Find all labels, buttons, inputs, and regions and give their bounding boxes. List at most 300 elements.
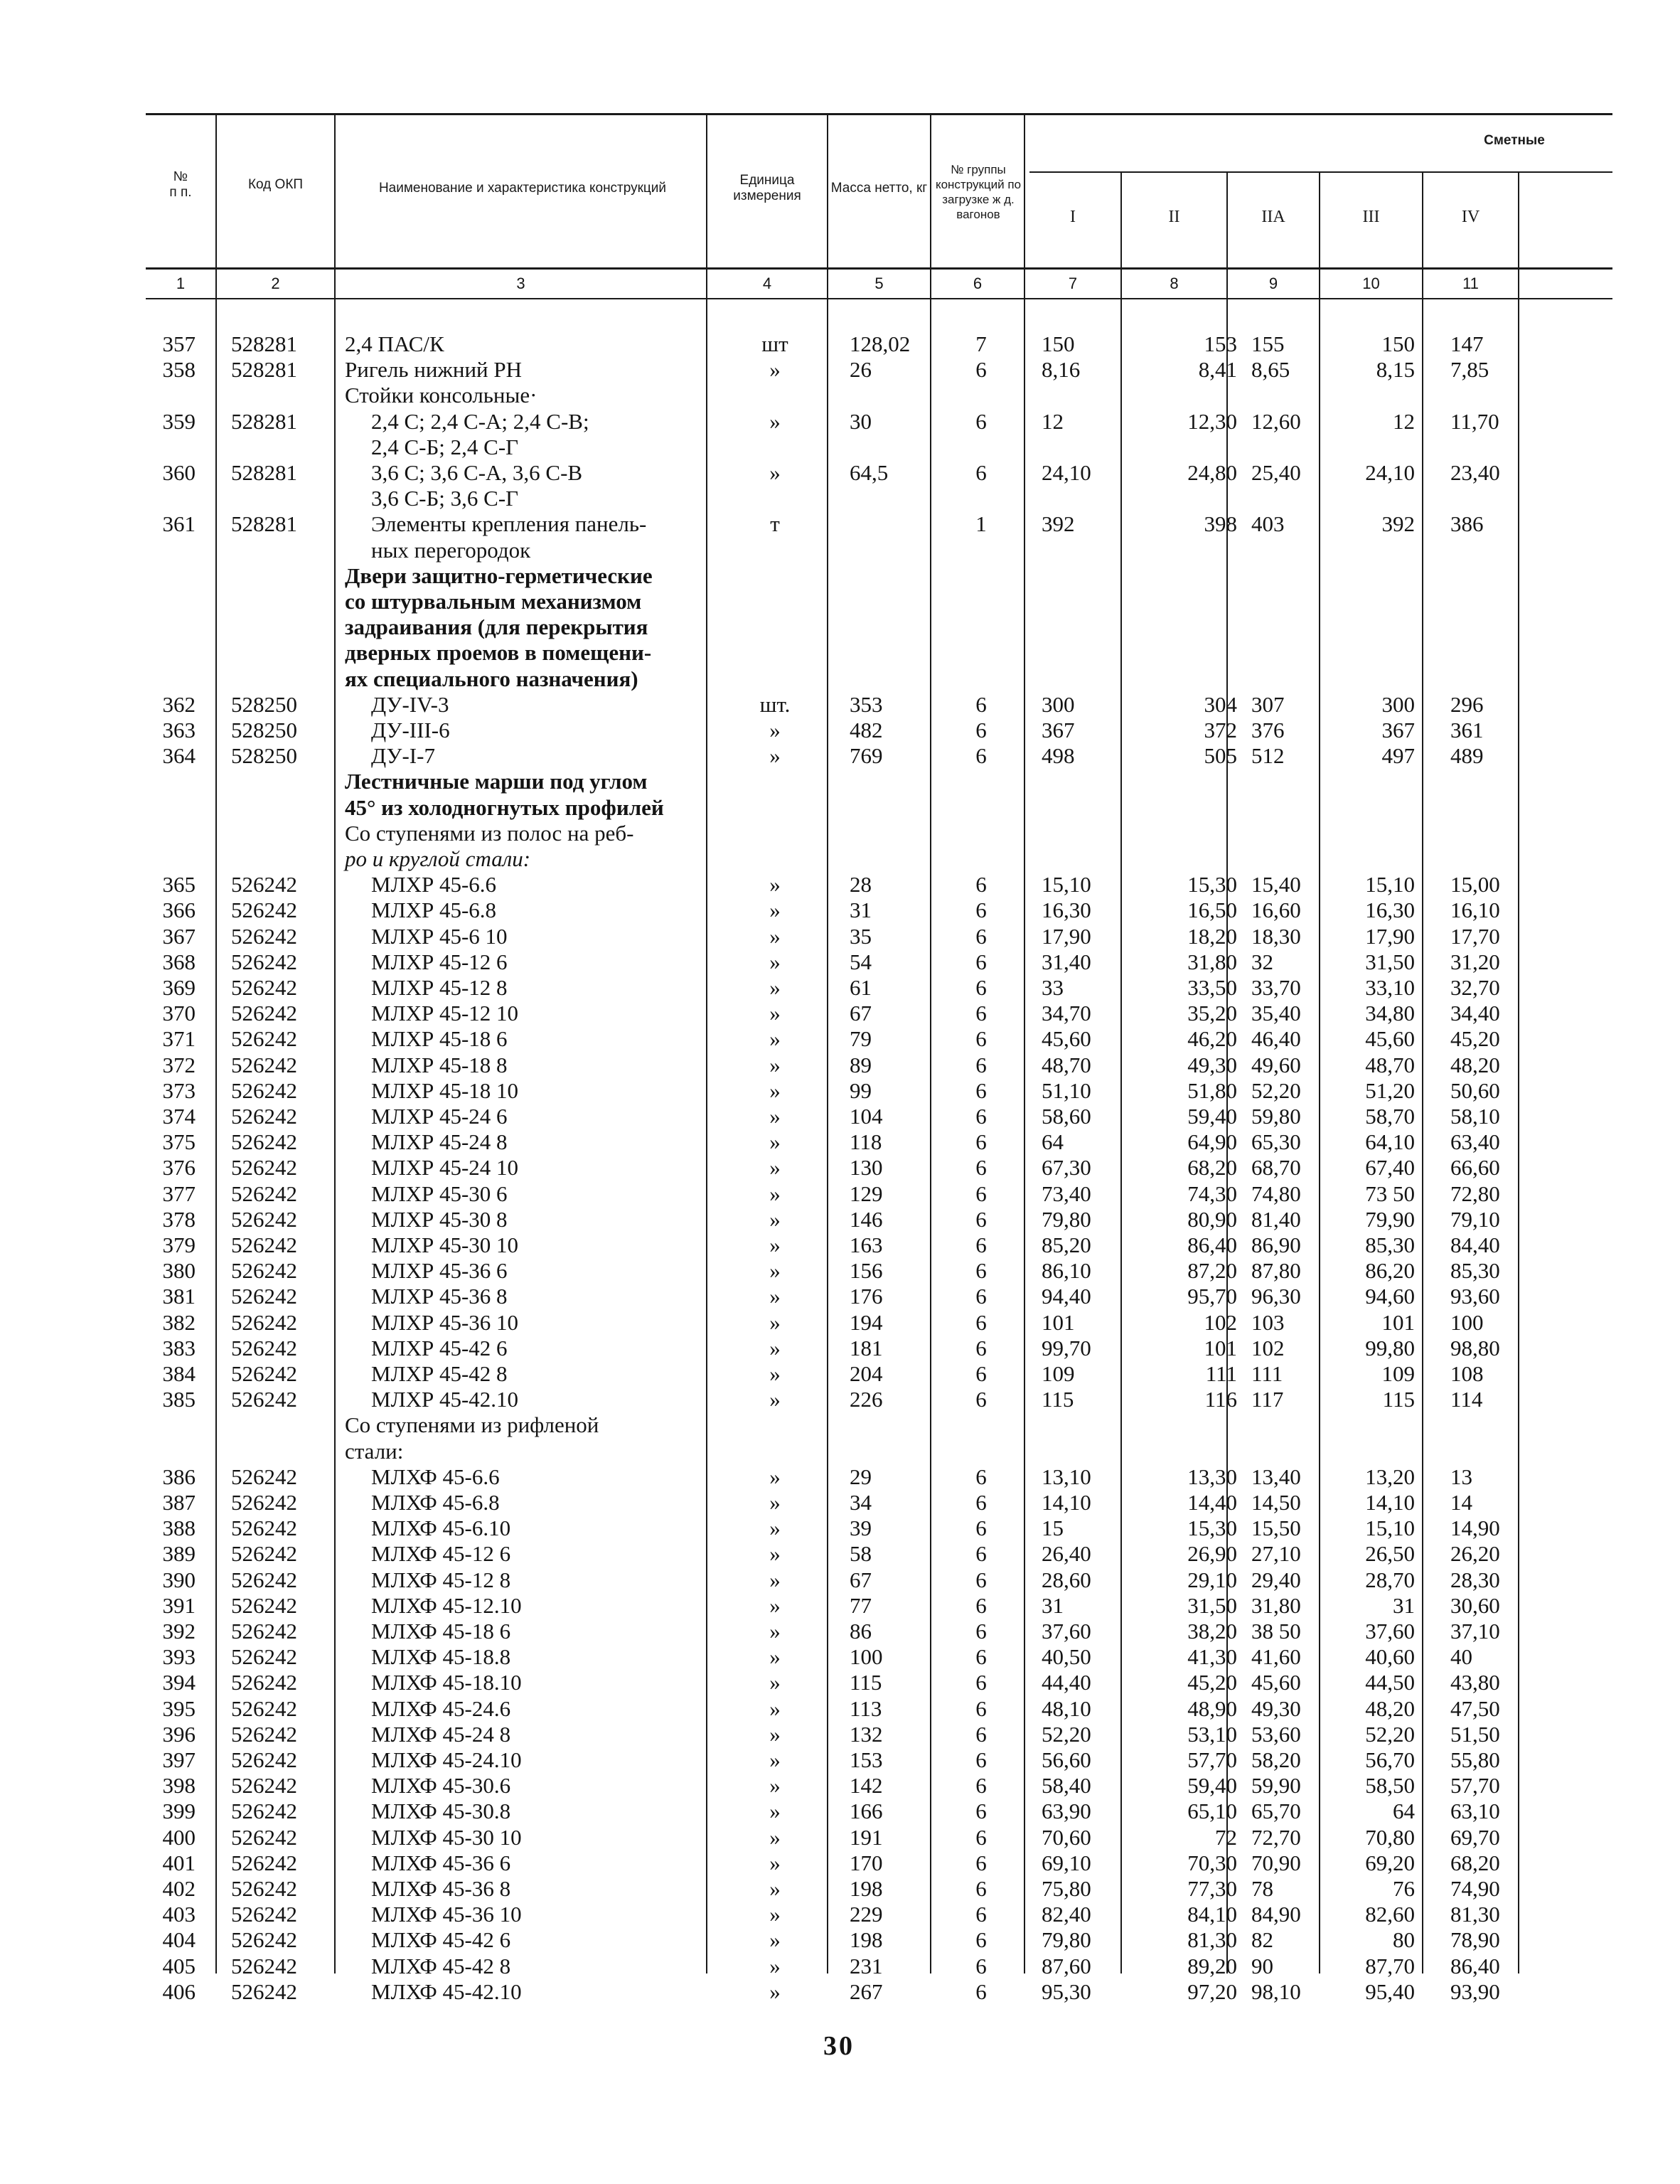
row-value: 155 [1251,331,1285,356]
row-mass: 118 [850,1129,882,1155]
row-number: 405 [162,1953,196,1978]
row-code: 526242 [231,872,297,897]
row-value: 11,70 [1450,408,1499,434]
row-number: 400 [162,1824,196,1850]
row-value: 44,40 [1042,1670,1091,1695]
row-unit: » [769,1695,781,1721]
row-value: 46,40 [1251,1026,1301,1052]
row-value: 16,30 [1365,897,1415,923]
row-mass: 142 [850,1773,883,1799]
row-number: 401 [162,1850,196,1875]
row-value: 65,30 [1251,1129,1301,1155]
row-value: 32 [1251,949,1273,974]
row-value: 109 [1381,1361,1415,1386]
row-group: 6 [975,691,987,717]
row-mass: 115 [850,1670,882,1695]
row-value: 48,20 [1365,1695,1415,1721]
row-unit: » [769,1077,781,1103]
row-value: 58,40 [1042,1773,1091,1799]
row-value: 33,50 [1187,975,1237,1000]
row-mass: 61 [850,975,872,1000]
row-value: 304 [1204,691,1237,717]
row-value: 99,80 [1365,1335,1415,1360]
row-value: 150 [1381,331,1415,356]
row-value: 93,60 [1450,1284,1500,1309]
row-value: 76 [1393,1876,1415,1901]
row-value: 489 [1450,743,1484,769]
row-value: 17,70 [1450,923,1500,949]
row-mass: 26 [850,357,872,383]
row-mass: 198 [850,1927,883,1953]
row-value: 67,30 [1042,1155,1091,1181]
row-number: 406 [162,1978,196,2004]
row-unit: » [769,1284,781,1309]
row-unit: » [769,1490,781,1515]
row-value: 72 [1215,1824,1237,1850]
row-unit: » [769,1001,781,1026]
row-group: 6 [975,1052,987,1077]
row-group: 6 [975,1799,987,1824]
row-code: 526242 [231,1464,297,1489]
row-value: 86,90 [1251,1232,1301,1257]
row-value: 307 [1251,691,1285,717]
row-value: 15,50 [1251,1516,1301,1541]
row-value: 48,20 [1450,1052,1500,1077]
row-number: 388 [162,1516,196,1541]
row-mass: 482 [850,718,883,742]
row-value: 33 [1042,975,1064,1000]
row-value: 59,80 [1251,1104,1301,1129]
row-mass: 153 [850,1747,883,1772]
row-name: МЛХФ 45-12 8 [371,1567,511,1592]
row-name: МЛХР 45-18 8 [371,1052,508,1077]
row-value: 16,30 [1042,897,1091,923]
row-value: 17,90 [1365,923,1415,949]
row-value: 64 [1042,1129,1064,1155]
row-mass: 231 [850,1953,883,1978]
row-value: 398 [1204,511,1237,537]
row-unit: » [769,1927,781,1953]
row-number: 391 [162,1592,196,1618]
row-number: 366 [162,897,196,923]
row-group: 6 [975,872,987,897]
row-mass: 58 [850,1541,872,1567]
row-value: 78,90 [1450,1927,1500,1953]
row-unit: шт [761,331,788,356]
row-mass: 132 [850,1721,883,1747]
row-value: 58,50 [1365,1773,1415,1799]
row-code: 526242 [231,1129,297,1155]
row-unit: » [769,1155,781,1181]
row-group: 6 [975,1747,987,1772]
row-value: 13,40 [1251,1464,1301,1489]
row-mass: 170 [850,1850,883,1875]
row-group: 6 [975,408,987,434]
row-value: 34,70 [1042,1001,1091,1026]
row-value: 15,10 [1042,872,1091,897]
row-value: 87,20 [1187,1258,1237,1284]
row-value: 95,30 [1042,1978,1091,2004]
row-code: 528281 [231,511,297,537]
row-name: МЛХФ 45-30 10 [371,1824,522,1850]
row-name: МЛХФ 45-12 6 [371,1541,511,1567]
row-code: 526242 [231,1284,297,1309]
row-unit: » [769,1258,781,1284]
row-value: 28,30 [1450,1567,1500,1592]
row-value: 8,15 [1376,357,1415,383]
row-value: 31 [1042,1592,1064,1618]
row-mass: 31 [850,897,872,923]
row-number: 393 [162,1644,196,1670]
row-number: 398 [162,1773,196,1799]
header-bottom-rule [146,267,1612,270]
row-value: 8,41 [1198,357,1237,383]
row-number: 364 [162,743,196,769]
colnum: 10 [1362,275,1380,292]
row-code: 526242 [231,1902,297,1927]
row-value: 68,20 [1450,1850,1500,1875]
row-value: 497 [1381,743,1415,769]
row-code: 526242 [231,1258,297,1284]
row-group: 6 [975,897,987,923]
row-value: 89,20 [1187,1953,1237,1978]
row-number: 358 [162,357,196,383]
row-value: 16,50 [1187,897,1237,923]
row-value: 63,40 [1450,1129,1500,1155]
row-number: 372 [162,1052,196,1077]
row-value: 33,70 [1251,975,1301,1000]
colnum: 7 [1068,275,1078,292]
row-mass: 100 [850,1644,883,1670]
row-unit: » [769,1876,781,1901]
row-value: 15 [1042,1516,1064,1541]
row-group: 6 [975,743,987,769]
row-number: 382 [162,1309,196,1335]
row-name: МЛХФ 45-36 8 [371,1876,511,1901]
row-value: 403 [1251,511,1285,537]
row-value: 52,20 [1365,1721,1415,1747]
row-number: 394 [162,1670,196,1695]
row-value: 86,20 [1365,1258,1415,1284]
row-value: 59,40 [1187,1773,1237,1799]
row-value: 59,90 [1251,1773,1301,1799]
row-value: 24,10 [1365,460,1415,485]
row-value: 115 [1042,1387,1074,1412]
row-value: 498 [1042,743,1075,769]
row-value: 300 [1381,691,1415,717]
row-value: 31,80 [1187,949,1237,974]
row-mass: 267 [850,1978,883,2004]
row-group: 6 [975,1721,987,1747]
row-value: 372 [1204,718,1237,742]
row-group: 6 [975,923,987,949]
row-group: 6 [975,1592,987,1618]
section-subheading: стали: [345,1438,404,1464]
row-mass: 35 [850,923,872,949]
row-unit: » [769,1747,781,1772]
row-group: 6 [975,1309,987,1335]
row-mass: 89 [850,1052,872,1077]
row-value: 103 [1251,1309,1285,1335]
row-value: 93,90 [1450,1978,1500,2004]
row-unit: » [769,1567,781,1592]
row-group: 1 [975,511,987,537]
row-value: 16,10 [1450,897,1500,923]
row-value: 49,30 [1187,1052,1237,1077]
row-name: МЛХР 45-6.6 [371,872,497,897]
row-number: 387 [162,1490,196,1515]
row-unit: » [769,1181,781,1206]
row-value: 108 [1450,1361,1484,1386]
row-name: МЛХФ 45-30.6 [371,1773,511,1799]
page-number: 30 [823,2031,855,2061]
row-value: 8,65 [1251,357,1290,383]
row-value: 75,80 [1042,1876,1091,1901]
row-code: 526242 [231,1387,297,1412]
row-value: 77,30 [1187,1876,1237,1901]
row-name: МЛХФ 45-30.8 [371,1799,511,1824]
row-value: 26,20 [1450,1541,1500,1567]
row-name: 2,4 ПАС/К [345,331,444,356]
row-unit: » [769,1978,781,2004]
row-name: МЛХФ 45-6.6 [371,1464,500,1489]
row-value: 48,10 [1042,1695,1091,1721]
row-name: 2,4 С; 2,4 С-А; 2,4 С-В; [371,408,589,434]
row-name: МЛХФ 45-6.10 [371,1516,511,1541]
row-mass: 30 [850,408,872,434]
row-value: 86,40 [1187,1232,1237,1257]
row-code: 526242 [231,1181,297,1206]
row-value: 51,10 [1042,1077,1091,1103]
row-name: МЛХР 45-30 8 [371,1206,508,1232]
row-group: 6 [975,718,987,742]
row-value: 63,10 [1450,1799,1500,1824]
row-value: 79,10 [1450,1206,1500,1232]
row-value: 81,30 [1187,1927,1237,1953]
row-unit: » [769,1335,781,1360]
row-group: 6 [975,1001,987,1026]
row-value: 40,50 [1042,1644,1091,1670]
row-value: 79,80 [1042,1206,1091,1232]
row-value: 32,70 [1450,975,1500,1000]
row-value: 50,60 [1450,1077,1500,1103]
row-value: 116 [1204,1387,1237,1412]
row-code: 526242 [231,1335,297,1360]
row-value: 14,40 [1187,1490,1237,1515]
row-value: 74,80 [1251,1181,1301,1206]
row-value: 23,40 [1450,460,1500,485]
row-code: 526242 [231,1799,297,1824]
row-value: 38 50 [1251,1619,1301,1644]
row-code: 528250 [231,718,297,742]
row-code: 528281 [231,331,297,356]
row-name: МЛХР 45-42 8 [371,1361,508,1386]
row-name: МЛХР 45-36 8 [371,1284,508,1309]
row-value: 81,30 [1450,1902,1500,1927]
row-value: 48,70 [1042,1052,1091,1077]
row-value: 85,30 [1365,1232,1415,1257]
row-value: 15,30 [1187,872,1237,897]
row-value: 100 [1450,1309,1484,1335]
row-value: 15,40 [1251,872,1301,897]
row-unit: » [769,460,781,485]
row-value: 14,10 [1365,1490,1415,1515]
row-value: 73,40 [1042,1181,1091,1206]
row-value: 114 [1450,1387,1483,1412]
row-number: 362 [162,691,196,717]
section-subheading: Со ступенями из рифленой [345,1412,599,1438]
header-no: № п п. [169,169,192,200]
row-unit: » [769,949,781,974]
colnum: 4 [762,275,772,292]
row-mass: 129 [850,1181,883,1206]
row-unit: » [769,743,781,769]
row-group: 6 [975,460,987,485]
row-code: 526242 [231,1670,297,1695]
row-value: 31,50 [1365,949,1415,974]
row-unit: » [769,1232,781,1257]
row-value: 82,40 [1042,1902,1091,1927]
row-value: 24,80 [1187,460,1237,485]
section-heading: Лестничные марши под углом [345,769,648,794]
row-number: 392 [162,1619,196,1644]
row-value: 18,20 [1187,923,1237,949]
row-code: 526242 [231,1155,297,1181]
row-unit: » [769,1104,781,1129]
row-group: 6 [975,1284,987,1309]
row-group: 6 [975,1927,987,1953]
row-value: 28,60 [1042,1567,1091,1592]
row-value: 41,60 [1251,1644,1301,1670]
row-value: 57,70 [1187,1747,1237,1772]
row-mass: 77 [850,1592,872,1618]
row-group: 6 [975,1644,987,1670]
row-number: 371 [162,1026,196,1052]
row-mass: 113 [850,1695,882,1721]
row-number: 365 [162,872,196,897]
row-value: 24,10 [1042,460,1091,485]
row-value: 147 [1450,331,1484,356]
row-name: МЛХР 45-12 10 [371,1001,519,1026]
row-value: 26,50 [1365,1541,1415,1567]
row-number: 389 [162,1541,196,1567]
row-name: ДУ-IV-3 [371,691,449,717]
row-value: 86,10 [1042,1258,1091,1284]
row-unit: » [769,872,781,897]
row-number: 385 [162,1387,196,1412]
header-group: № группы конструкций по загрузке ж д. вагонов [935,163,1022,221]
row-value: 392 [1042,511,1075,537]
row-number: 375 [162,1129,196,1155]
row-mass: 79 [850,1026,872,1052]
row-code: 526242 [231,1309,297,1335]
row-name: 3,6 С-Б; 3,6 С-Г [371,486,519,511]
row-group: 6 [975,1516,987,1541]
row-name: 2,4 С-Б; 2,4 С-Г [371,434,519,459]
row-unit: » [769,1619,781,1644]
row-value: 72,70 [1251,1824,1301,1850]
row-value: 109 [1042,1361,1075,1386]
row-value: 68,20 [1187,1155,1237,1181]
row-value: 31 [1393,1592,1415,1618]
row-value: 117 [1251,1387,1284,1412]
row-value: 58,10 [1450,1104,1500,1129]
row-value: 98,10 [1251,1978,1301,2004]
row-value: 96,30 [1251,1284,1301,1309]
row-value: 45,60 [1042,1026,1091,1052]
row-value: 12 [1042,408,1064,434]
row-value: 53,10 [1187,1721,1237,1747]
row-mass: 39 [850,1516,872,1541]
row-value: 58,70 [1365,1104,1415,1129]
row-number: 370 [162,1001,196,1026]
row-number: 363 [162,718,196,742]
row-name: 3,6 С; 3,6 С-А, 3,6 С-В [371,460,583,485]
row-code: 528250 [231,743,297,769]
row-value: 69,20 [1365,1850,1415,1875]
row-name: Ригель нижний РН [345,357,522,383]
row-value: 33,10 [1365,975,1415,1000]
row-number: 359 [162,408,196,434]
row-value: 367 [1381,718,1415,742]
row-value: 30,60 [1450,1592,1500,1618]
row-code: 526242 [231,1026,297,1052]
row-group: 6 [975,1361,987,1386]
row-code: 526242 [231,1052,297,1077]
row-value: 40 [1450,1644,1472,1670]
row-value: 44,50 [1365,1670,1415,1695]
row-value: 17,90 [1042,923,1091,949]
row-value: 49,60 [1251,1052,1301,1077]
row-name: ДУ-III-6 [371,718,450,742]
row-value: 86,40 [1450,1953,1500,1978]
row-code: 526242 [231,1747,297,1772]
row-value: 58,20 [1251,1747,1301,1772]
row-group: 6 [975,357,987,383]
row-unit: » [769,975,781,1000]
row-code: 526242 [231,949,297,974]
row-value: 111 [1251,1361,1283,1386]
row-unit: » [769,1361,781,1386]
row-value: 25,40 [1251,460,1301,485]
row-number: 404 [162,1927,196,1953]
row-value: 79,80 [1042,1927,1091,1953]
col-rule [930,114,931,1973]
row-value: 51,20 [1365,1077,1415,1103]
row-code: 526242 [231,1541,297,1567]
row-code: 526242 [231,975,297,1000]
row-value: 64 [1393,1799,1415,1824]
row-value: 53,60 [1251,1721,1301,1747]
row-value: 82,60 [1365,1902,1415,1927]
row-number: 396 [162,1721,196,1747]
row-value: 34,40 [1450,1001,1500,1026]
row-name: МЛХФ 45-18.10 [371,1670,522,1695]
row-value: 111 [1205,1361,1237,1386]
row-value: 87,70 [1365,1953,1415,1978]
row-code: 526242 [231,1567,297,1592]
row-unit: » [769,923,781,949]
row-name: МЛХР 45-18 6 [371,1026,508,1052]
row-value: 101 [1042,1309,1075,1335]
row-number: 378 [162,1206,196,1232]
row-value: 99,70 [1042,1335,1091,1360]
header-sub-ii: II [1168,207,1180,226]
row-unit: т [770,511,780,537]
row-value: 80,90 [1187,1206,1237,1232]
row-group: 6 [975,1155,987,1181]
row-value: 16,60 [1251,897,1301,923]
